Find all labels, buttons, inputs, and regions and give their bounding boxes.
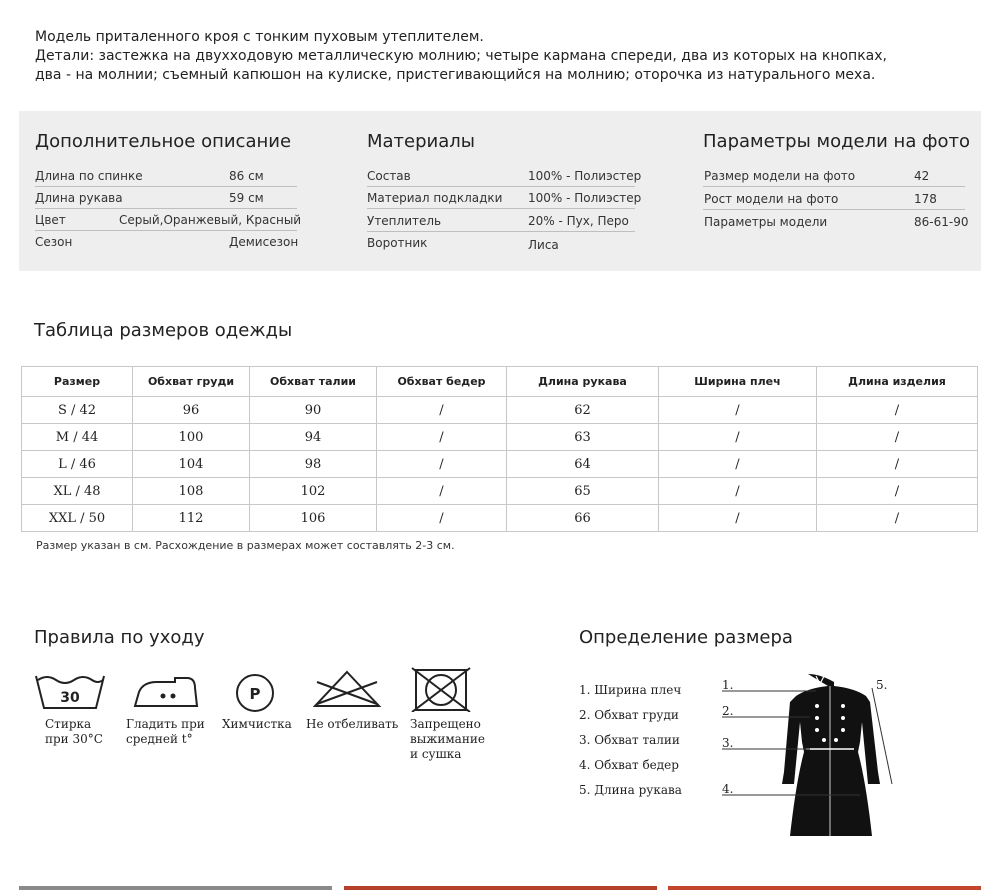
materials-title: Материалы: [367, 131, 475, 152]
table-cell: /: [659, 505, 817, 532]
table-cell: M / 44: [22, 424, 133, 451]
photo-strip-right: [668, 886, 981, 890]
table-cell: 112: [133, 505, 250, 532]
table-cell: /: [817, 478, 978, 505]
table-cell: S / 42: [22, 397, 133, 424]
dry-clean-p-icon: [234, 672, 276, 714]
spec-value: 178: [914, 192, 937, 206]
spec-row: [35, 165, 297, 187]
marker-label: 1.: [722, 678, 734, 692]
table-cell: 63: [507, 424, 659, 451]
spec-row: [35, 187, 297, 209]
column-header: Обхват груди: [133, 367, 250, 397]
care-label-line: Стирка: [45, 717, 92, 731]
table-cell: 96: [133, 397, 250, 424]
table-cell: 104: [133, 451, 250, 478]
size-table: [21, 366, 978, 532]
list-item: 4. Обхват бедер: [579, 758, 679, 772]
table-row: [22, 451, 978, 478]
description-line: Детали: застежка на двухходовую металлическую молнию; четыре кармана спереди, два из которых на кнопках,: [35, 48, 887, 64]
spec-row: [367, 210, 635, 232]
spec-value: 86-61-90: [914, 215, 969, 229]
spec-value: Демисезон: [229, 235, 299, 249]
care-label-line: и сушка: [410, 747, 462, 761]
additional-description-title: Дополнительное описание: [35, 131, 292, 152]
table-row: [22, 478, 978, 505]
care-label: [410, 717, 485, 762]
spec-value: 20% - Пух, Перо: [528, 214, 629, 228]
spec-value: 59 см: [229, 191, 264, 205]
spec-label: Размер модели на фото: [704, 169, 856, 183]
list-item: 3. Обхват талии: [579, 733, 680, 747]
marker-label: 5.: [876, 678, 888, 692]
spec-label: Цвет: [35, 213, 66, 227]
specs-panel: [19, 111, 981, 271]
table-row: [22, 424, 978, 451]
spec-label: Длина по спинке: [35, 169, 143, 183]
spec-label: Состав: [367, 169, 411, 183]
coat-silhouette: [782, 674, 880, 836]
column-header: Длина изделия: [817, 367, 978, 397]
spec-value: 86 см: [229, 169, 264, 183]
spec-label: Рост модели на фото: [704, 192, 839, 206]
spec-value: Лиса: [528, 238, 559, 252]
marker-label: 4.: [722, 782, 734, 796]
table-cell: /: [817, 397, 978, 424]
column-header: Обхват бедер: [377, 367, 507, 397]
care-label-line: Гладить при: [126, 717, 205, 731]
table-cell: /: [659, 451, 817, 478]
table-cell: 108: [133, 478, 250, 505]
table-cell: 65: [507, 478, 659, 505]
wash-temp-label: 30: [60, 690, 80, 706]
table-cell: 90: [250, 397, 377, 424]
column-header: Ширина плеч: [659, 367, 817, 397]
table-cell: /: [659, 478, 817, 505]
table-cell: L / 46: [22, 451, 133, 478]
marker-label: 2.: [722, 704, 734, 718]
table-cell: /: [817, 424, 978, 451]
table-cell: XXL / 50: [22, 505, 133, 532]
no-bleach-icon: [311, 668, 383, 710]
wash-30-icon: [34, 670, 106, 712]
iron-medium-icon: [129, 674, 201, 710]
table-cell: /: [659, 424, 817, 451]
care-label: [306, 717, 398, 732]
spec-row: [367, 232, 635, 254]
table-row: [22, 397, 978, 424]
description-line: Модель приталенного кроя с тонким пуховым утеплителем.: [35, 29, 484, 45]
spec-value: 42: [914, 169, 930, 183]
photo-strip-left: [19, 886, 332, 890]
care-label-line: средней t°: [126, 732, 193, 746]
table-cell: /: [377, 478, 507, 505]
care-label-line: Не отбеливать: [306, 717, 399, 731]
table-row: [22, 505, 978, 532]
care-label-line: выжимание: [410, 732, 485, 746]
column-header: Длина рукава: [507, 367, 659, 397]
care-label-line: Химчистка: [222, 717, 292, 731]
table-cell: 98: [250, 451, 377, 478]
table-cell: 102: [250, 478, 377, 505]
spec-row: [703, 188, 965, 210]
table-cell: 94: [250, 424, 377, 451]
table-cell: 64: [507, 451, 659, 478]
list-item: 2. Обхват груди: [579, 708, 679, 722]
spec-row: [35, 209, 302, 231]
spec-value: 100% - Полиэстер: [528, 169, 642, 183]
spec-value: Серый,Оранжевый, Красный: [119, 213, 302, 227]
care-title: Правила по уходу: [34, 627, 205, 648]
list-item: 5. Длина рукава: [579, 783, 682, 797]
table-header-row: [22, 367, 978, 397]
column-header: Обхват талии: [250, 367, 377, 397]
spec-label: Материал подкладки: [367, 191, 503, 205]
table-cell: /: [659, 397, 817, 424]
spec-label: Воротник: [367, 236, 428, 250]
spec-row: [367, 187, 642, 209]
photo-strip-middle: [344, 886, 657, 890]
marker-label: 3.: [722, 736, 734, 750]
table-cell: 62: [507, 397, 659, 424]
care-label: [45, 717, 103, 747]
spec-value: 100% - Полиэстер: [528, 191, 642, 205]
spec-label: Длина рукава: [35, 191, 123, 205]
list-item: 1. Ширина плеч: [579, 683, 682, 697]
spec-row: [35, 231, 297, 253]
table-cell: /: [817, 451, 978, 478]
table-cell: /: [377, 424, 507, 451]
table-cell: /: [377, 397, 507, 424]
care-label: [222, 717, 292, 732]
no-tumble-dry-icon: [410, 666, 472, 712]
spec-label: Утеплитель: [367, 214, 442, 228]
size-guide-title: Определение размера: [579, 627, 793, 648]
coat-diagram: [720, 672, 900, 842]
size-guide-list: [579, 683, 682, 808]
table-cell: /: [377, 451, 507, 478]
care-label-line: Запрещено: [410, 717, 481, 731]
table-cell: 66: [507, 505, 659, 532]
table-cell: /: [377, 505, 507, 532]
model-params-title: Параметры модели на фото: [703, 131, 970, 152]
table-cell: /: [817, 505, 978, 532]
spec-row: [703, 211, 969, 233]
dry-clean-mark: P: [249, 685, 261, 703]
spec-label: Сезон: [35, 235, 73, 249]
size-note: Размер указан в см. Расхождение в размерах может составлять 2-3 см.: [36, 539, 455, 552]
table-cell: 106: [250, 505, 377, 532]
column-header: Размер: [22, 367, 133, 397]
spec-label: Параметры модели: [704, 215, 828, 229]
table-cell: XL / 48: [22, 478, 133, 505]
description-line: два - на молнии; съемный капюшон на кулиске, пристегивающийся на молнию; оторочка из натурального меха.: [35, 67, 876, 83]
care-label: [126, 717, 205, 747]
spec-row: [367, 165, 642, 187]
spec-row: [703, 165, 965, 187]
size-table-title: Таблица размеров одежды: [34, 320, 293, 341]
table-cell: 100: [133, 424, 250, 451]
product-description: [35, 28, 887, 85]
care-label-line: при 30°C: [45, 732, 103, 746]
